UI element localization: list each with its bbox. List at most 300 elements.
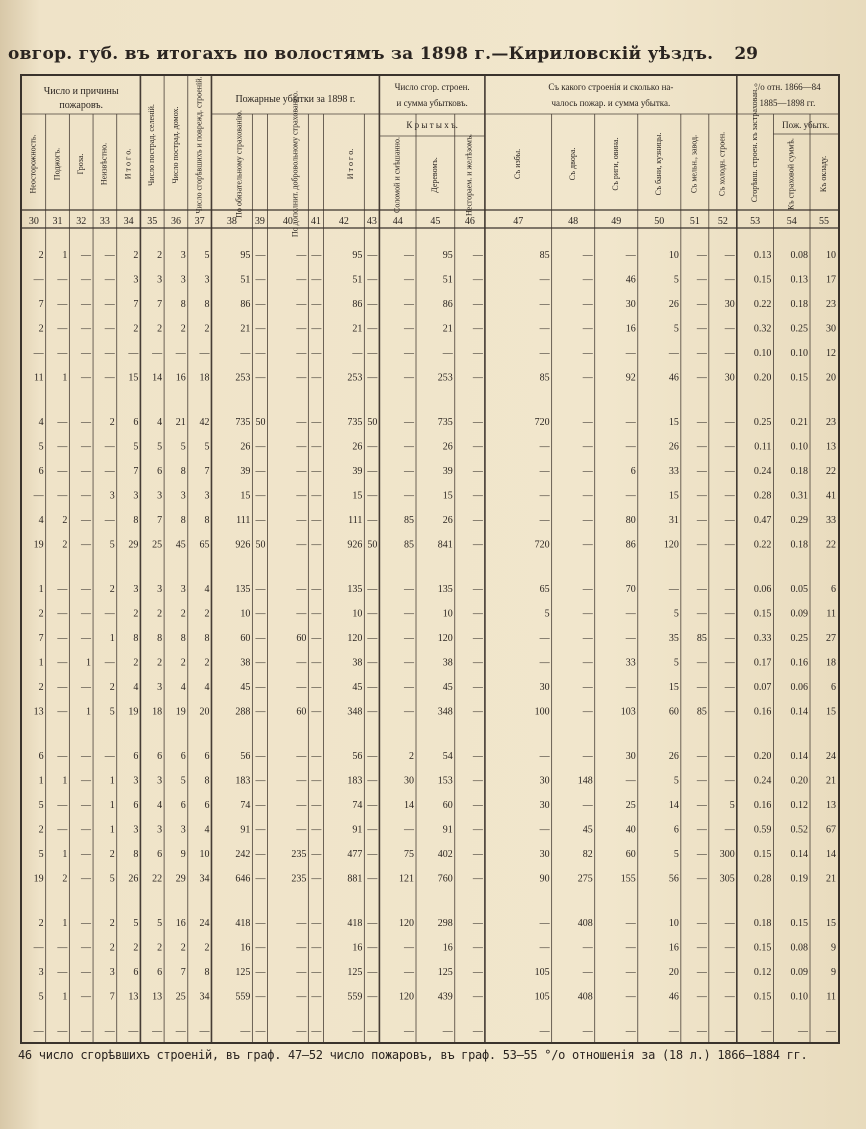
table-cell: — — [128, 348, 139, 359]
table-cell: 90 — [539, 873, 550, 885]
table-cell: 0.15 — [790, 372, 809, 384]
table-cell: — — [696, 323, 707, 335]
table-cell: — — [539, 1026, 550, 1037]
table-cell: 3 — [180, 824, 186, 836]
table-cell: 29 — [175, 873, 186, 885]
table-cell: — — [255, 849, 266, 860]
table-cell: — — [724, 918, 735, 929]
table-cell: — — [696, 918, 707, 929]
group-label: °/о отн. 1866—84 — [754, 82, 821, 92]
table-cell: 4 — [157, 417, 163, 428]
column-number: 53 — [750, 216, 761, 227]
table-cell: 26 — [352, 441, 363, 453]
table-cell: — — [472, 849, 483, 860]
table-cell: 735 — [235, 417, 251, 428]
table-cell: 46 — [668, 991, 679, 1003]
group-label: Пожарные убытки за 1898 г. — [235, 94, 356, 105]
table-cell: — — [296, 490, 307, 502]
table-cell: 418 — [347, 918, 363, 929]
table-cell: — — [724, 584, 735, 595]
table-cell: — — [696, 751, 707, 762]
table-cell: 16 — [175, 372, 186, 384]
table-cell: — — [696, 372, 707, 384]
table-cell: — — [311, 490, 322, 502]
table-cell: 3 — [133, 775, 139, 787]
table-cell: 2 — [157, 657, 163, 669]
table-cell: 10 — [668, 250, 679, 261]
table-cell: — — [255, 918, 266, 929]
table-cell: — — [255, 775, 266, 787]
table-cell: — — [104, 323, 115, 335]
table-cell: 408 — [577, 918, 593, 929]
column-number: 45 — [430, 216, 441, 227]
table-cell: — — [582, 751, 593, 762]
table-cell: — — [696, 299, 707, 310]
table-cell: 46 — [668, 372, 679, 384]
table-cell: 4 — [38, 515, 44, 526]
table-cell: — — [724, 633, 735, 644]
table-cell: — — [33, 348, 44, 359]
table-cell: — — [582, 417, 593, 428]
table-cell: 74 — [352, 800, 363, 811]
table-cell: — — [472, 608, 483, 620]
table-cell: 1 — [62, 918, 68, 929]
table-cell: 2 — [133, 250, 139, 261]
table-cell: 242 — [235, 849, 251, 860]
table-cell: 7 — [204, 466, 210, 477]
table-cell: 20 — [826, 372, 836, 384]
table-cell: 33 — [668, 466, 679, 477]
table-cell: 926 — [235, 539, 251, 551]
table-cell: — — [311, 824, 322, 836]
table-cell: 8 — [204, 775, 210, 787]
column-header: Съ избы. — [513, 148, 523, 180]
table-cell: 3 — [38, 967, 44, 978]
table-cell: 6 — [157, 751, 163, 762]
table-cell: — — [57, 1026, 68, 1037]
table-cell: — — [472, 441, 483, 453]
table-cell: — — [255, 991, 266, 1003]
table-cell: 5 — [673, 775, 679, 787]
table-cell: — — [296, 584, 307, 595]
column-header: Несгораем. и желѣзомъ. — [464, 133, 474, 217]
table-cell: 21 — [240, 323, 251, 335]
table-cell: — — [404, 706, 415, 718]
page-header — [8, 40, 848, 70]
table-cell: — — [81, 991, 92, 1003]
table-cell: — — [296, 515, 307, 526]
table-cell: — — [696, 657, 707, 669]
table-cell: 14 — [668, 800, 679, 811]
table-cell: 1 — [109, 633, 115, 644]
table-cell: 2 — [62, 539, 68, 551]
table-cell: 7 — [133, 466, 139, 477]
table-cell: 8 — [204, 967, 210, 978]
table-cell: — — [696, 873, 707, 885]
table-cell: — — [696, 274, 707, 286]
column-number: 39 — [254, 216, 265, 227]
table-cell: — — [724, 991, 735, 1003]
table-cell: 6 — [204, 751, 210, 762]
table-cell: — — [472, 1026, 483, 1037]
table-cell: 6 — [133, 417, 139, 428]
table-cell: — — [57, 824, 68, 836]
table-cell: 6 — [133, 751, 139, 762]
table-cell: 6 — [157, 967, 163, 978]
column-number: 44 — [392, 216, 403, 227]
table-cell: 5 — [38, 800, 44, 811]
table-cell: 0.07 — [753, 682, 772, 693]
table-cell: 183 — [347, 775, 363, 787]
table-cell: 15 — [128, 372, 139, 384]
table-cell: 12 — [826, 348, 836, 359]
table-cell: 42 — [199, 417, 210, 428]
table-cell: 120 — [399, 918, 415, 929]
table-cell: 5 — [38, 991, 44, 1003]
table-cell: — — [696, 800, 707, 811]
table-cell: — — [311, 417, 322, 428]
table-cell: 46 — [625, 274, 636, 286]
table-cell: — — [367, 967, 378, 978]
table-cell: 0.16 — [790, 657, 809, 669]
table-cell: 3 — [157, 682, 163, 693]
table-cell: 6 — [180, 751, 186, 762]
table-cell: — — [296, 918, 307, 929]
table-cell: — — [472, 323, 483, 335]
table-cell: — — [255, 706, 266, 718]
table-cell: — — [199, 348, 210, 359]
table-cell: 0.22 — [753, 299, 772, 310]
table-cell: 34 — [199, 991, 210, 1003]
table-cell: 1 — [109, 775, 115, 787]
table-cell: — — [696, 348, 707, 359]
table-cell: — — [57, 967, 68, 978]
column-header: Къ страховой суммѣ. — [786, 138, 796, 210]
table-cell: — — [81, 824, 92, 836]
table-cell: 0.18 — [790, 539, 809, 551]
table-cell: 2 — [157, 250, 163, 261]
table-cell: — — [296, 991, 307, 1003]
table-cell: 85 — [404, 539, 415, 551]
table-cell: — — [311, 633, 322, 644]
table-cell: — — [539, 515, 550, 526]
table-cell: — — [352, 1026, 363, 1037]
table-cell: — — [255, 824, 266, 836]
table-cell: 85 — [404, 515, 415, 526]
table-cell: — — [81, 466, 92, 477]
table-cell: 85 — [539, 372, 550, 384]
table-cell: 0.10 — [790, 441, 809, 453]
table-cell: 7 — [109, 991, 115, 1003]
table-cell: — — [81, 584, 92, 595]
table-cell: 103 — [620, 706, 636, 718]
table-cell: 4 — [180, 682, 186, 693]
column-number: 42 — [338, 216, 349, 227]
table-cell: — — [404, 274, 415, 286]
table-cell: — — [367, 824, 378, 836]
table-cell: 60 — [296, 633, 307, 644]
table-cell: 646 — [235, 873, 251, 885]
table-cell: — — [472, 824, 483, 836]
table-cell: 14 — [404, 800, 415, 811]
table-cell: — — [696, 1026, 707, 1037]
table-cell: 2 — [204, 323, 210, 335]
column-header: Число пострад. селеній. — [147, 104, 157, 186]
group-label: Съ какого строенія и сколько на- — [548, 82, 674, 92]
table-cell: — — [404, 942, 415, 954]
table-cell: 1 — [38, 584, 44, 595]
table-cell: — — [367, 584, 378, 595]
column-header: И т о г о. — [123, 148, 133, 180]
table-cell: 51 — [352, 274, 363, 286]
table-cell: 2 — [204, 608, 210, 620]
table-cell: 30 — [539, 682, 550, 693]
table-cell: 51 — [442, 274, 453, 286]
table-cell: 0.10 — [753, 348, 772, 359]
table-cell: — — [255, 873, 266, 885]
table-cell: — — [367, 515, 378, 526]
table-cell: — — [582, 1026, 593, 1037]
table-cell: 8 — [133, 633, 139, 644]
table-cell: 38 — [442, 657, 453, 669]
table-cell: — — [311, 372, 322, 384]
table-cell: 8 — [204, 299, 210, 310]
group-label: Число и причины — [43, 86, 119, 97]
table-cell: — — [81, 967, 92, 978]
table-cell: 1 — [38, 775, 44, 787]
table-cell: — — [57, 441, 68, 453]
table-cell: 15 — [240, 490, 251, 502]
column-header: Неосторожность. — [28, 134, 38, 194]
table-cell: — — [57, 417, 68, 428]
table-cell: — — [311, 1026, 322, 1037]
table-cell: — — [539, 466, 550, 477]
table-cell: 0.16 — [753, 800, 772, 811]
table-cell: — — [625, 918, 636, 929]
table-cell: 121 — [399, 873, 415, 885]
table-cell: — — [582, 706, 593, 718]
table-cell: — — [199, 1026, 210, 1037]
table-cell: — — [761, 1026, 772, 1037]
table-cell: 3 — [133, 274, 139, 286]
table-cell: 13 — [826, 441, 836, 453]
table-cell: — — [311, 441, 322, 453]
table-cell: 0.52 — [790, 824, 809, 836]
table-cell: — — [724, 608, 735, 620]
table-cell: 0.24 — [753, 775, 772, 787]
table-cell: 0.09 — [790, 967, 809, 978]
table-cell: — — [367, 348, 378, 359]
table-cell: — — [296, 824, 307, 836]
table-cell: 18 — [152, 706, 163, 718]
table-cell: — — [367, 250, 378, 261]
table-cell: 1 — [86, 657, 92, 669]
table-cell: 30 — [625, 299, 636, 310]
table-cell: 33 — [625, 657, 636, 669]
column-header: Число пострад. домох. — [170, 106, 180, 184]
table-cell: 50 — [255, 539, 266, 551]
column-number: 32 — [76, 216, 87, 227]
table-cell: 91 — [352, 824, 363, 836]
table-cell: — — [367, 323, 378, 335]
table-cell: — — [104, 1026, 115, 1037]
table-cell: 15 — [668, 682, 679, 693]
table-cell: 5 — [109, 539, 115, 551]
table-cell: — — [724, 417, 735, 428]
table-cell: 70 — [625, 584, 636, 595]
table-cell: 13 — [33, 706, 44, 718]
table-cell: 19 — [33, 873, 44, 885]
table-cell: 2 — [204, 942, 210, 954]
table-cell: 65 — [539, 584, 550, 595]
table-cell: 11 — [826, 991, 836, 1003]
table-cell: 1 — [62, 250, 68, 261]
table-cell: 559 — [235, 991, 251, 1003]
table-cell: — — [404, 633, 415, 644]
table-cell: 135 — [235, 584, 251, 595]
table-cell: 45 — [442, 682, 453, 693]
table-cell: — — [539, 299, 550, 310]
table-cell: 105 — [534, 991, 550, 1003]
table-cell: — — [582, 323, 593, 335]
table-cell: 6 — [157, 849, 163, 860]
table-cell: 20 — [199, 706, 210, 718]
table-cell: 6 — [180, 800, 186, 811]
table-cell: — — [696, 849, 707, 860]
column-header: Съ холодн. строен. — [717, 131, 727, 197]
table-cell: — — [404, 466, 415, 477]
table-cell: 5 — [204, 441, 210, 453]
table-cell: 45 — [352, 682, 363, 693]
table-cell: — — [255, 348, 266, 359]
table-cell: 0.25 — [790, 633, 809, 644]
table-cell: 120 — [347, 633, 363, 644]
table-cell: — — [539, 657, 550, 669]
table-cell: — — [724, 490, 735, 502]
table-cell: — — [472, 918, 483, 929]
table-cell: 24 — [199, 918, 210, 929]
table-cell: 0.18 — [790, 466, 809, 477]
table-cell: — — [81, 682, 92, 693]
table-cell: — — [472, 942, 483, 954]
table-cell: 0.15 — [753, 274, 772, 286]
table-cell: 15 — [826, 706, 836, 718]
table-cell: — — [296, 1026, 307, 1037]
table-cell: 135 — [437, 584, 453, 595]
table-cell: 10 — [199, 849, 210, 860]
table-cell: 348 — [437, 706, 453, 718]
table-cell: 4 — [38, 417, 44, 428]
table-cell: 26 — [668, 751, 679, 762]
table-cell: — — [367, 608, 378, 620]
table-cell: 0.31 — [790, 490, 809, 502]
table-cell: — — [152, 348, 163, 359]
table-cell: 2 — [109, 942, 115, 954]
table-cell: 5 — [673, 849, 679, 860]
table-cell: — — [81, 775, 92, 787]
table-cell: 125 — [235, 967, 251, 978]
table-grid — [22, 76, 838, 1042]
group-label: Пож. убытк. — [782, 120, 830, 130]
table-cell: 33 — [826, 515, 836, 526]
table-cell: 125 — [347, 967, 363, 978]
table-cell: — — [296, 372, 307, 384]
table-cell: 0.08 — [790, 250, 809, 261]
table-cell: — — [255, 274, 266, 286]
table-cell: — — [625, 967, 636, 978]
table-cell: 0.15 — [753, 991, 772, 1003]
table-cell: — — [404, 1026, 415, 1037]
column-number: 31 — [52, 216, 63, 227]
table-cell: 6 — [831, 682, 836, 693]
table-cell: — — [255, 441, 266, 453]
table-cell: — — [367, 800, 378, 811]
table-cell: — — [696, 991, 707, 1003]
table-cell: 39 — [352, 466, 363, 477]
table-cell: — — [57, 490, 68, 502]
table-cell: 6 — [157, 466, 163, 477]
table-cell: 235 — [291, 873, 307, 885]
table-cell: 60 — [296, 706, 307, 718]
table-cell: 2 — [409, 751, 415, 762]
column-number: 37 — [194, 216, 205, 227]
table-cell: 0.16 — [753, 706, 772, 718]
table-cell: — — [311, 751, 322, 762]
table-cell: — — [255, 942, 266, 954]
table-cell: — — [255, 608, 266, 620]
table-cell: 5 — [38, 849, 44, 860]
table-cell: — — [255, 633, 266, 644]
table-cell: — — [311, 967, 322, 978]
table-cell: — — [472, 967, 483, 978]
table-cell: — — [404, 657, 415, 669]
table-cell: 3 — [133, 824, 139, 836]
table-cell: — — [582, 942, 593, 954]
table-cell: — — [582, 800, 593, 811]
table-cell: — — [724, 250, 735, 261]
table-cell: — — [472, 682, 483, 693]
table-cell: — — [625, 633, 636, 644]
table-cell: — — [582, 682, 593, 693]
table-cell: — — [81, 441, 92, 453]
table-cell: 3 — [180, 490, 186, 502]
table-cell: 0.08 — [790, 942, 809, 954]
table-cell: — — [472, 706, 483, 718]
table-cell: — — [472, 775, 483, 787]
table-cell: 23 — [826, 417, 836, 428]
table-cell: — — [668, 348, 679, 359]
table-cell: 7 — [38, 299, 44, 310]
table-cell: 0.47 — [753, 515, 772, 526]
table-cell: — — [104, 441, 115, 453]
table-cell: 30 — [404, 775, 415, 787]
table-cell: — — [296, 682, 307, 693]
table-cell: 0.11 — [754, 441, 772, 453]
table-cell: — — [367, 751, 378, 762]
table-cell: — — [57, 800, 68, 811]
table-cell: — — [472, 490, 483, 502]
table-cell: 2 — [62, 515, 68, 526]
table-cell: 1 — [62, 991, 68, 1003]
table-cell: 3 — [180, 250, 186, 261]
table-cell: — — [81, 250, 92, 261]
table-cell: — — [367, 706, 378, 718]
table-cell: 5 — [180, 441, 186, 453]
table-cell: — — [81, 633, 92, 644]
table-cell: 14 — [152, 372, 163, 384]
table-cell: — — [696, 441, 707, 453]
table-cell: — — [57, 466, 68, 477]
